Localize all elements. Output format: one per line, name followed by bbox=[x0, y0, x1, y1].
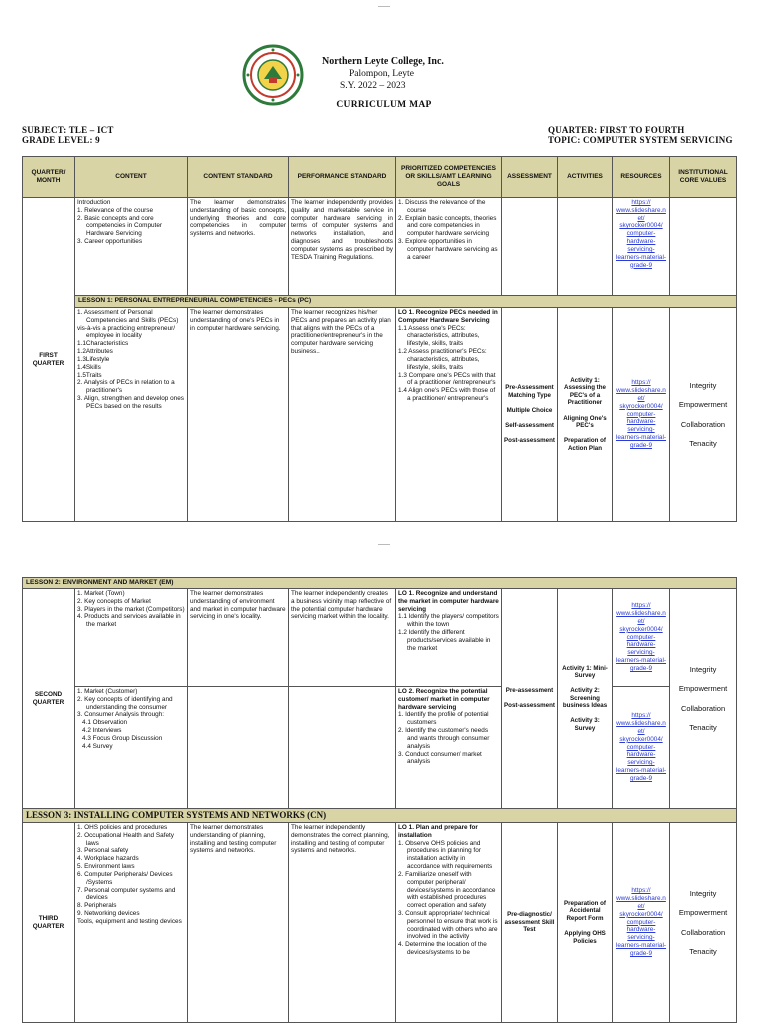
lesson-2-content-standard: The learner demonstrates understanding of environment and market in computer hardware servicing in one's locality. bbox=[188, 589, 289, 687]
list-item: 4. Determine the location of the devices/systems to be bbox=[398, 941, 487, 956]
intro-title: Introduction bbox=[77, 199, 111, 206]
topic-label: TOPIC: COMPUTER SYSTEM SERVICING bbox=[548, 135, 733, 145]
second-quarter-label: SECOND QUARTER bbox=[23, 589, 75, 809]
list-item: 1.2 Assess practitioner's PECs: characteristics, attributes, lifestyle, skills, traits bbox=[398, 348, 487, 371]
lesson-1-performance-standard: The learner recognizes his/her PECs and prepares an activity plan that aligns with the PECs of a practitioner/entrepreneur's in the computer hardware servicing business.. bbox=[289, 308, 396, 522]
list-item: 3. Align, strengthen and develop ones PECs based on the results bbox=[77, 394, 184, 410]
list-item: 3. Explore opportunities in computer hardware servicing as a career bbox=[398, 238, 498, 261]
assessment-item: Multiple Choice bbox=[506, 406, 553, 414]
page-2 bbox=[0, 576, 768, 1024]
header-activities: ACTIVITIES bbox=[558, 157, 613, 198]
lesson-3-title: LESSON 3: INSTALLING COMPUTER SYSTEMS AND NETWORKS (CN) bbox=[23, 809, 737, 823]
value-empowerment: Empowerment bbox=[678, 400, 728, 409]
list-item: 4. Products and services available in the market bbox=[77, 613, 181, 629]
lo-title: LO 2. Recognize the potential customer/ market in computer hardware servicing bbox=[398, 688, 490, 711]
assessment-item: Self-assessment bbox=[505, 422, 554, 430]
document-title: CURRICULUM MAP bbox=[336, 100, 432, 110]
list-item: 1.1 Identify the players/ competitors within the town bbox=[398, 613, 499, 629]
core-values-q3 bbox=[670, 823, 737, 1023]
third-quarter-label: THIRD QUARTER bbox=[23, 823, 75, 1023]
list-item: 1. Assessment of Personal Competencies and Skills (PECs) bbox=[77, 309, 179, 324]
intro-activities bbox=[558, 198, 613, 296]
list-item: 2. Basic concepts and core competencies in Computer Hardware Servicing bbox=[77, 214, 163, 238]
value-empowerment: Empowerment bbox=[678, 684, 728, 694]
value-empowerment: Empowerment bbox=[678, 908, 728, 917]
assessment-item: Post-assessment bbox=[504, 437, 555, 445]
list-item: 1. Discuss the relevance of the course bbox=[398, 199, 486, 214]
list-item: 2. Explain basic concepts, theories and core competencies in computer hardware servicing bbox=[398, 214, 497, 238]
resource-link[interactable]: https:// www.slideshare.n et/ skyrocker0004/ computer- hardware- servicing- learners-material- grade-9 bbox=[613, 198, 670, 296]
intro-competencies bbox=[396, 198, 502, 296]
header-competencies: PRIORITIZED COMPETENCIES OR SKILLS/AMT LEARNING GOALS bbox=[396, 157, 502, 198]
list-item: 1.4Skills bbox=[77, 363, 101, 371]
lesson-1-content-standard: The learner demonstrates understanding of one's PECs in in computer hardware servicing. bbox=[188, 308, 289, 522]
lesson-3-content-standard: The learner demonstrates understanding of planning, installing and testing computer systems and networks. bbox=[188, 823, 289, 1023]
lesson-2-assessment bbox=[502, 589, 558, 809]
list-item: 2. Identify the customer's needs and wants through consumer analysis bbox=[398, 727, 490, 750]
list-item: 8. Peripherals bbox=[77, 902, 117, 910]
school-seal-icon bbox=[242, 44, 304, 106]
list-item: 2. Occupational Health and Safety laws bbox=[77, 831, 174, 847]
activity-item: Activity 3: Survey bbox=[570, 717, 600, 732]
value-tenacity: Tenacity bbox=[689, 439, 717, 448]
lesson-3-competencies bbox=[396, 823, 502, 1023]
activity-item: Preparation of Accidental Report Form bbox=[564, 899, 606, 922]
curriculum-table-page-2 bbox=[22, 577, 737, 1023]
activity-item: Aligning One's PEC's bbox=[563, 414, 607, 430]
header-performance-standard: PERFORMANCE STANDARD bbox=[289, 157, 396, 198]
list-item: 1. Identify the profile of potential customers bbox=[398, 711, 489, 727]
list-item: 4.1 Observation bbox=[82, 719, 128, 727]
list-item: 1.3Lifestyle bbox=[77, 355, 110, 363]
list-item: 1.3 Compare one's PECs with that of a practitioner /entrepreneur's bbox=[398, 371, 496, 387]
value-collaboration: Collaboration bbox=[680, 927, 726, 937]
list-item: 1.2Attributes bbox=[77, 348, 113, 356]
list-item: 2. Key concepts of Market bbox=[77, 597, 151, 605]
list-item: 3. Players in the market (Competitors) bbox=[77, 605, 185, 613]
list-item: 1. OHS policies and procedures bbox=[77, 824, 168, 831]
list-item: 5. Environment laws bbox=[77, 863, 135, 871]
lo-title: LO 1. Recognize and understand the market in computer hardware servicing bbox=[398, 590, 499, 613]
header-content-standard: CONTENT STANDARD bbox=[188, 157, 289, 198]
activity-item: Applying OHS Policies bbox=[564, 930, 606, 945]
grade-level-label: GRADE LEVEL: 9 bbox=[22, 135, 100, 145]
activity-item: Activity 1: Mini-Survey bbox=[562, 664, 608, 680]
intro-content bbox=[75, 198, 188, 296]
page-top-mark bbox=[378, 6, 390, 7]
resource-link[interactable]: https:// www.slideshare.n et/ skyrocker0004/ computer- hardware- servicing- learners-material- grade-9 bbox=[613, 687, 670, 809]
list-item: 3. Conduct consumer/ market analysis bbox=[398, 750, 482, 766]
lesson-2-content-standard-b bbox=[188, 687, 289, 809]
list-item: 4. Workplace hazards bbox=[77, 855, 139, 863]
curriculum-table-page-1 bbox=[22, 156, 737, 522]
resource-link[interactable]: https:// www.slideshare.n et/ skyrocker0004/ computer- hardware- servicing- learners-material- grade-9 bbox=[613, 823, 670, 1023]
lesson-2-activities bbox=[558, 589, 613, 809]
lesson-3-content bbox=[75, 823, 188, 1023]
resource-link[interactable]: https:// www.slideshare.n et/ skyrocker0004/ computer- hardware- servicing- learners-material- grade-9 bbox=[613, 589, 670, 687]
list-item: Tools, equipment and testing devices bbox=[77, 917, 182, 925]
school-location: Palompon, Leyte bbox=[349, 69, 414, 79]
lesson-1-assessment bbox=[502, 308, 558, 522]
header-core-values: INSTITUTIONAL CORE VALUES bbox=[670, 157, 737, 198]
value-integrity: Integrity bbox=[689, 380, 717, 390]
activity-item: Activity 2: Screening business Ideas bbox=[562, 687, 608, 710]
header-assessment: ASSESSMENT bbox=[502, 157, 558, 198]
value-tenacity: Tenacity bbox=[689, 947, 717, 956]
lesson-2-content-b bbox=[75, 687, 188, 809]
value-collaboration: Collaboration bbox=[680, 419, 726, 429]
list-item: 4.4 Survey bbox=[82, 742, 113, 750]
list-item: 1.4 Align one's PECs with those of a practitioner/ entrepreneur's bbox=[398, 387, 496, 402]
activity-item: Activity 1: Assessing the PEC's of a Practitioner bbox=[564, 376, 606, 407]
lesson-2-title: LESSON 2: ENVIRONMENT AND MARKET (EM) bbox=[23, 578, 737, 589]
lesson-2-performance-standard-b bbox=[289, 687, 396, 809]
assessment-item: Pre-Assessment Matching Type bbox=[505, 384, 554, 399]
lesson-3-activities bbox=[558, 823, 613, 1023]
list-item: 9. Networking devices bbox=[77, 909, 140, 917]
school-year: S.Y. 2022 – 2023 bbox=[340, 81, 406, 91]
lesson-2-competencies-b bbox=[396, 687, 502, 809]
list-item: 2. Analysis of PECs in relation to a practitioner's bbox=[77, 379, 175, 395]
lesson-1-content bbox=[75, 308, 188, 522]
list-item: 3. Consult appropriate/ technical personnel to ensure that work is coordinated with others who are involved in the activity bbox=[398, 909, 498, 941]
list-item: 1.1Characteristics bbox=[77, 340, 129, 348]
list-item: 1. Observe OHS policies and procedures in planning for installation activity in accordance with requirements bbox=[398, 839, 493, 871]
school-name: Northern Leyte College, Inc. bbox=[322, 56, 444, 67]
lo-title: LO 1. Recognize PECs needed in Computer Hardware Servicing bbox=[398, 309, 498, 324]
intro-assessment bbox=[502, 198, 558, 296]
intro-values bbox=[670, 198, 737, 296]
header-content: CONTENT bbox=[75, 157, 188, 198]
value-integrity: Integrity bbox=[689, 888, 717, 898]
lesson-2-content-a bbox=[75, 589, 188, 687]
list-item: 3. Career opportunities bbox=[77, 238, 143, 246]
lesson-1-competencies bbox=[396, 308, 502, 522]
header-resources: RESOURCES bbox=[613, 157, 670, 198]
list-item: 1. Market (Town) bbox=[77, 590, 125, 598]
list-item: 3. Personal safety bbox=[77, 847, 129, 855]
lesson-3-performance-standard: The learner independently demonstrates the correct planning, installing and testing of computer systems and networks. bbox=[289, 823, 396, 1023]
lesson-2-competencies-a bbox=[396, 589, 502, 687]
lesson-1-title: LESSON 1: PERSONAL ENTREPRENEURIAL COMPETENCIES - PECs (PC) bbox=[75, 296, 737, 308]
core-values-q2 bbox=[670, 589, 737, 809]
list-item: 3. Consumer Analysis through: bbox=[77, 711, 165, 719]
list-item: 1. Relevance of the course bbox=[77, 206, 154, 214]
list-item: 1.5Traits bbox=[77, 371, 102, 379]
assessment-item: Pre-assessment bbox=[505, 687, 554, 695]
page-gap bbox=[0, 532, 768, 578]
intro-content-standard: The learner demonstrates understanding of basic concepts, underlying theories and core competencies in computer systems and networks. bbox=[188, 198, 289, 296]
list-item: 6. Computer Peripherals/ Devices /Systems bbox=[77, 870, 173, 886]
list-item: 1. Market (Customer) bbox=[77, 688, 138, 696]
lesson-3-assessment: Pre-diagnostic/ assessment Skill Test bbox=[502, 823, 558, 1023]
list-item: 2. Key concepts of identifying and understanding the consumer bbox=[77, 695, 173, 711]
lesson-1-activities bbox=[558, 308, 613, 522]
list-item: 1.1 Assess one's PECs: characteristics, attributes, lifestyle, skills, traits bbox=[398, 324, 480, 348]
quarter-range-label: QUARTER: FIRST TO FOURTH bbox=[548, 125, 685, 135]
value-integrity: Integrity bbox=[689, 664, 717, 674]
value-collaboration: Collaboration bbox=[680, 703, 726, 713]
assessment-item: Post-assessment bbox=[504, 702, 555, 710]
first-quarter-label: FIRST QUARTER bbox=[23, 198, 75, 522]
lesson-2-performance-standard: The learner independently creates a business vicinity map reflective of the potential computer hardware servicing market within the locality. bbox=[289, 589, 396, 687]
core-values-q1 bbox=[670, 308, 737, 522]
list-item: vis-à-vis a practicing entrepreneur/ employee in locality bbox=[77, 324, 176, 340]
page-separator-mark bbox=[378, 544, 390, 545]
list-item: 4.3 Focus Group Discussion bbox=[82, 734, 163, 742]
activity-item: Preparation of Action Plan bbox=[564, 437, 606, 452]
list-item: 1.2 Identify the different products/services available in the market bbox=[398, 629, 491, 652]
value-tenacity: Tenacity bbox=[689, 723, 717, 733]
lo-title: LO 1. Plan and prepare for installation bbox=[398, 824, 478, 839]
intro-performance-standard: The learner independently provides quality and marketable service in computer hardware servicing in terms of computer systems and networks installation, and diagnoses and troubleshoots computer systems as prescribed by TESDA Training Regulations. bbox=[289, 198, 396, 296]
list-item: 2. Familiarize oneself with computer peripheral/ devices/systems in accordance with established procedures correct operation and safety bbox=[398, 870, 496, 910]
list-item: 4.2 Interviews bbox=[82, 727, 122, 735]
header-quarter: QUARTER/ MONTH bbox=[23, 157, 75, 198]
resource-link[interactable]: https:// www.slideshare.n et/ skyrocker0004/ computer- hardware- servicing- learners-material- grade-9 bbox=[613, 308, 670, 522]
list-item: 7. Personal computer systems and devices bbox=[77, 886, 176, 902]
subject-label: SUBJECT: TLE – ICT bbox=[22, 125, 114, 135]
